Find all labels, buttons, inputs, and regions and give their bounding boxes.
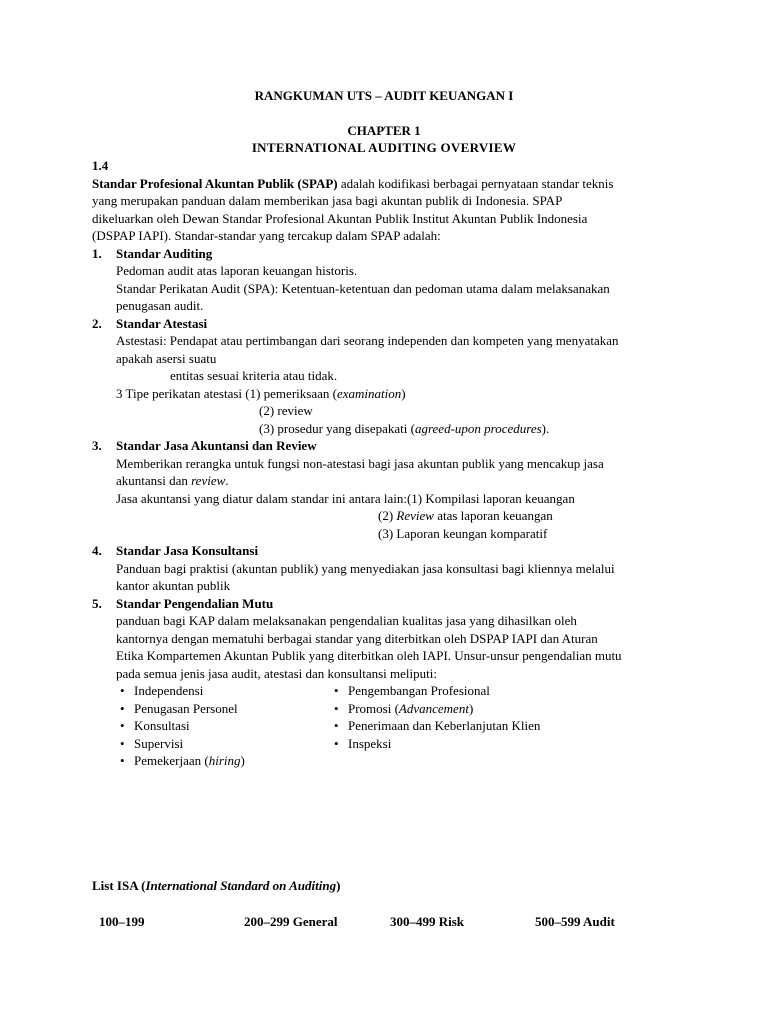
intro-paragraph-line-2: yang merupakan panduan dalam memberikan jasa bagi akuntan publik di Indonesia. SPAP <box>92 193 563 208</box>
section-3-heading: 3. Standar Jasa Akuntansi dan Review <box>92 438 317 453</box>
intro-paragraph-line-1 <box>92 175 682 193</box>
intro-text-1: adalah kodifikasi berbagai pernyataan standar teknis <box>337 175 614 191</box>
section-4-heading: 4. Standar Jasa Konsultansi <box>92 543 259 558</box>
section-2-line-6: (3) prosedur yang disepakati (agreed-upon procedures). <box>259 420 550 436</box>
list-item: • Konsultasi <box>116 717 330 735</box>
chapter-number: CHAPTER 1 <box>347 123 421 138</box>
section-3-line-2: akuntansi dan review. <box>116 473 229 488</box>
list-item: • Supervisi <box>116 735 330 753</box>
quality-elements-list <box>92 682 682 770</box>
list-item: • Promosi (Advancement) <box>330 700 544 718</box>
isa-column-3: 300–499 Risk <box>390 914 465 929</box>
section-5-heading: 5. Standar Pengendalian Mutu <box>92 595 274 611</box>
spap-term: Standar Profesional Akuntan Publik (SPAP) <box>92 175 338 191</box>
section-3-line-1: Memberikan rerangka untuk fungsi non-atestasi bagi jasa akuntan publik yang mencakup jasa <box>116 455 604 471</box>
intro-paragraph-line-3: dikeluarkan oleh Dewan Standar Profesional Akuntan Publik Institut Akuntan Publik Indonesia <box>92 210 588 226</box>
section-2-line-4: 3 Tipe perikatan atestasi (1) pemeriksaan (examination) <box>116 385 406 401</box>
isa-column-1: 100–199 <box>99 914 145 929</box>
isa-column-4: 500–599 Audit <box>535 914 615 929</box>
section-2-line-5: (2) review <box>259 403 313 418</box>
section-3-line-4: (2) Review atas laporan keuangan <box>378 508 553 523</box>
section-5-line-4: pada semua jenis jasa audit, atestasi dan konsultansi meliputi: <box>116 665 437 681</box>
section-3-line-5: (3) Laporan keungan komparatif <box>378 525 548 541</box>
list-item: • Inspeksi <box>330 735 544 753</box>
section-number: 1.4 <box>92 158 109 173</box>
isa-list-heading: List ISA (International Standard on Auditing) <box>92 878 341 893</box>
list-item: • Pengembangan Profesional <box>330 682 544 700</box>
section-1-line-1: Pedoman audit atas laporan keuangan historis. <box>116 263 358 278</box>
section-2-line-3: entitas sesuai kriteria atau tidak. <box>170 368 338 383</box>
section-5-line-1: panduan bagi KAP dalam melaksanakan pengendalian kualitas jasa yang dihasilkan oleh <box>116 613 577 628</box>
quality-elements-left <box>116 682 330 770</box>
intro-paragraph-line-4: (DSPAP IAPI). Standar-standar yang tercakup dalam SPAP adalah: <box>92 228 441 243</box>
section-1-heading: 1. Standar Auditing <box>92 245 213 261</box>
section-4-line-2: kantor akuntan publik <box>116 578 231 593</box>
section-3-line-3: Jasa akuntansi yang diatur dalam standar ini antara lain:(1) Kompilasi laporan keuangan <box>116 490 575 506</box>
quality-elements-right <box>330 682 544 770</box>
section-4-line-1: Panduan bagi praktisi (akuntan publik) yang menyediakan jasa konsultasi bagi kliennya melalui <box>116 560 615 576</box>
section-1-line-3: penugasan audit. <box>116 298 204 313</box>
section-1-line-2: Standar Perikatan Audit (SPA): Ketentuan-ketentuan dan pedoman utama dalam melaksanakan <box>116 280 610 296</box>
chapter-title: INTERNATIONAL AUDITING OVERVIEW <box>251 140 517 155</box>
document-title: RANGKUMAN UTS – AUDIT KEUANGAN I <box>254 88 514 103</box>
section-5-line-3: Etika Kompartemen Akuntan Publik yang diterbitkan oleh IAPI. Unsur-unsur pengendalian mutu <box>116 648 622 663</box>
section-2-line-2: apakah asersi suatu <box>116 350 217 366</box>
section-2-heading: 2. Standar Atestasi <box>92 315 208 331</box>
list-item: • Penugasan Personel <box>116 700 330 718</box>
list-item: • Independensi <box>116 682 330 700</box>
document-body <box>92 157 682 770</box>
section-5-line-2: kantornya dengan mematuhi berbagai standar yang diterbitkan oleh DSPAP IAPI dan Aturan <box>116 630 598 646</box>
isa-column-2: 200–299 General <box>244 914 338 929</box>
list-item: • Penerimaan dan Keberlanjutan Klien <box>330 717 544 735</box>
section-2-line-1: Astestasi: Pendapat atau pertimbangan dari seorang independen dan kompeten yang menyatakan <box>116 333 619 348</box>
list-item: • Pemekerjaan (hiring) <box>116 752 330 770</box>
